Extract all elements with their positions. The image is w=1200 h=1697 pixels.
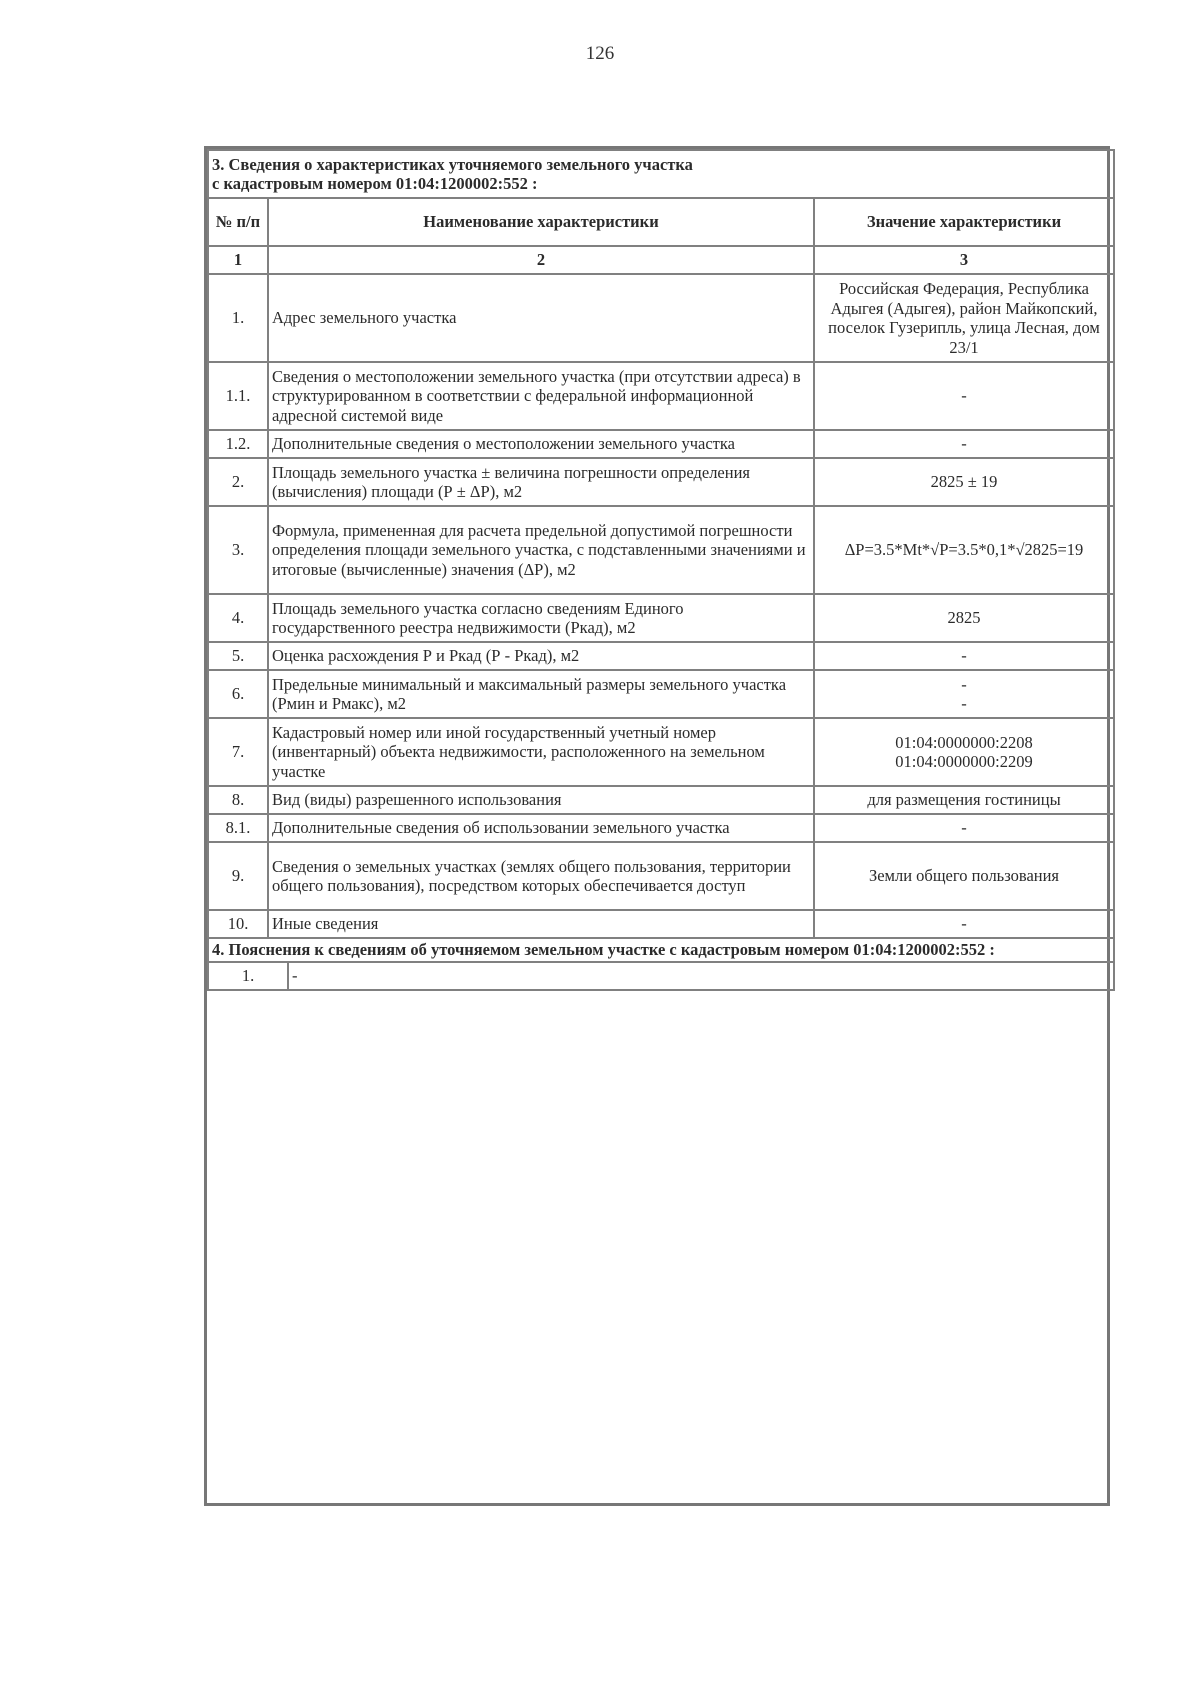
row-value: ΔР=3.5*Mt*√P=3.5*0,1*√2825=19: [814, 506, 1114, 594]
row-value: Земли общего пользования: [814, 842, 1114, 910]
row-name: Площадь земельного участка согласно сведениям Единого государственного реестра недвижимости (Ркад), м2: [268, 594, 814, 642]
row-name: Кадастровый номер или иной государственный учетный номер (инвентарный) объекта недвижимости, расположенного на земельном участке: [268, 718, 814, 786]
table-row: [208, 594, 1114, 642]
page-number: 126: [585, 43, 615, 64]
col-index-3: 3: [814, 246, 1114, 274]
table-row: [208, 718, 1114, 786]
section4-title-row: [208, 938, 1114, 962]
document-frame: [204, 146, 1110, 1506]
row-number: 10.: [208, 910, 268, 938]
row-number: 2.: [208, 458, 268, 506]
row-value: -: [814, 642, 1114, 670]
row-name: Адрес земельного участка: [268, 274, 814, 362]
table-row: [208, 430, 1114, 458]
row-value-line: 01:04:0000000:2208: [895, 732, 1033, 752]
row-value: для размещения гостиницы: [814, 786, 1114, 814]
row-name: Оценка расхождения Р и Ркад (Р - Ркад), м2: [268, 642, 814, 670]
row-number: 8.: [208, 786, 268, 814]
row-number: 1.: [208, 274, 268, 362]
row-value: -: [814, 430, 1114, 458]
table-row: [208, 842, 1114, 910]
col-index-1: 1: [208, 246, 268, 274]
row-value-line: -: [961, 694, 967, 713]
table-row: [208, 910, 1114, 938]
row-number: 1.1.: [208, 362, 268, 430]
col-name-header: Наименование характеристики: [268, 198, 814, 246]
table-row: [208, 506, 1114, 594]
row-value: -: [814, 362, 1114, 430]
row-value-line: 01:04:0000000:2209: [895, 752, 1033, 771]
column-index-row: [208, 246, 1114, 274]
characteristics-table: [207, 149, 1115, 963]
row-number: 9.: [208, 842, 268, 910]
section3-title: [208, 150, 1114, 198]
row-name: Предельные минимальный и максимальный размеры земельного участка (Рмин и Рмакс), м2: [268, 670, 814, 718]
row-name: Иные сведения: [268, 910, 814, 938]
row-name: Вид (виды) разрешенного использования: [268, 786, 814, 814]
table-row: [208, 362, 1114, 430]
header-row: [208, 198, 1114, 246]
table-row: [208, 670, 1114, 718]
col-value-header: Значение характеристики: [814, 198, 1114, 246]
explanations-table: [207, 961, 1115, 991]
section3-title-row: [208, 150, 1114, 198]
row-value: [814, 670, 1114, 718]
explanation-row: [208, 962, 1114, 990]
table-row: [208, 642, 1114, 670]
row-value: -: [814, 814, 1114, 842]
row-number: 5.: [208, 642, 268, 670]
row-number: 8.1.: [208, 814, 268, 842]
row-name: Формула, примененная для расчета предельной допустимой погрешности определения площади земельного участка, с подставленными значениями и итоговые (вычисленные) значения (ΔР), м2: [268, 506, 814, 594]
row-name: Сведения о земельных участках (землях общего пользования, территории общего пользования), посредством которых обеспечивается доступ: [268, 842, 814, 910]
table-row: [208, 458, 1114, 506]
section3-title-line2: с кадастровым номером 01:04:1200002:552 :: [212, 174, 538, 193]
row-value: -: [814, 910, 1114, 938]
section4-title: 4. Пояснения к сведениям об уточняемом земельном участке с кадастровым номером 01:04:1200002:552 :: [208, 938, 1114, 962]
row-value-line: -: [961, 674, 967, 694]
row-name: Дополнительные сведения об использовании земельного участка: [268, 814, 814, 842]
table-row: [208, 786, 1114, 814]
row-name: Дополнительные сведения о местоположении земельного участка: [268, 430, 814, 458]
row-value: 2825 ± 19: [814, 458, 1114, 506]
col-index-2: 2: [268, 246, 814, 274]
row-number: 6.: [208, 670, 268, 718]
row-number: 3.: [208, 506, 268, 594]
explanation-number: 1.: [208, 962, 288, 990]
row-number: 4.: [208, 594, 268, 642]
row-name: Площадь земельного участка ± величина погрешности определения (вычисления) площади (Р ± ΔР), м2: [268, 458, 814, 506]
section3-title-line1: 3. Сведения о характеристиках уточняемого земельного участка: [212, 154, 693, 174]
row-value: Российская Федерация, Республика Адыгея (Адыгея), район Майкопский, поселок Гузерипль, улица Лесная, дом 23/1: [814, 274, 1114, 362]
table-row: [208, 814, 1114, 842]
explanation-text: -: [288, 962, 1114, 990]
table-row: [208, 274, 1114, 362]
row-name: Сведения о местоположении земельного участка (при отсутствии адреса) в структурированном в соответствии с федеральной информационной адресной системой виде: [268, 362, 814, 430]
row-value: 2825: [814, 594, 1114, 642]
col-num-header: № п/п: [208, 198, 268, 246]
row-value: [814, 718, 1114, 786]
row-number: 1.2.: [208, 430, 268, 458]
row-number: 7.: [208, 718, 268, 786]
